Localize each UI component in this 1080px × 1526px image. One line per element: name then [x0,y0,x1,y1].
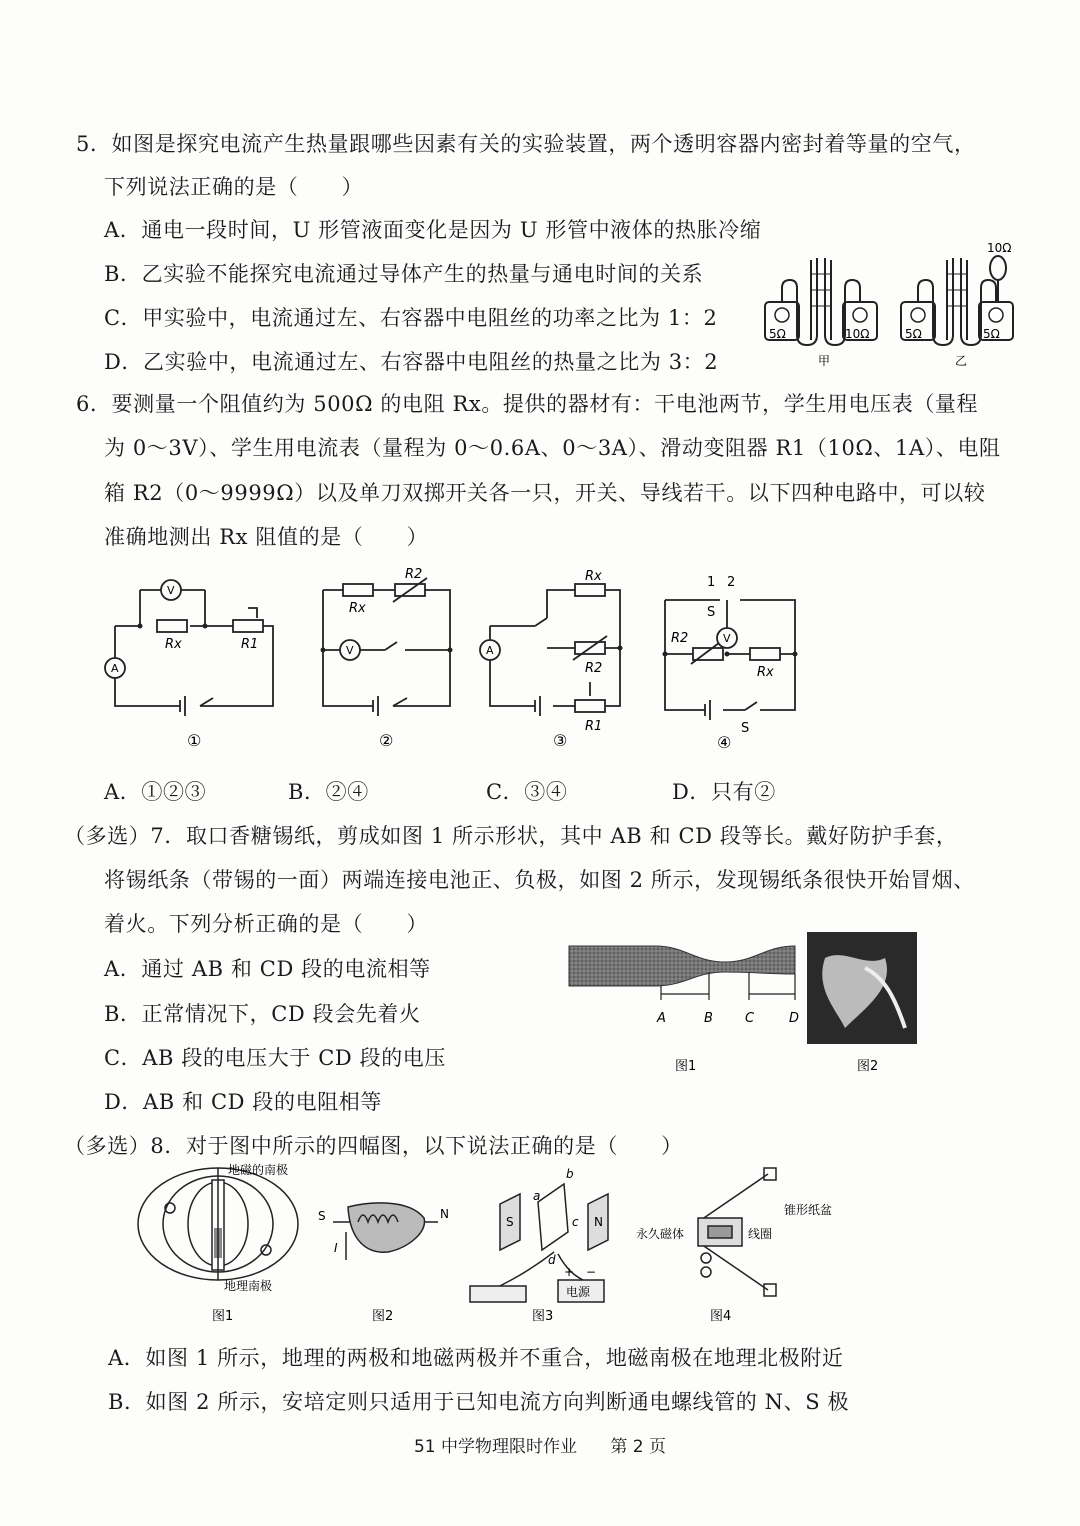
circuit-4 [665,600,795,720]
q8-option-b: B．如图 2 所示，安培定则只适用于已知电流方向判断通电螺线管的 N、S 极 [108,1390,850,1414]
label-a: A [657,1011,666,1026]
q7-option-a: A．通过 AB 和 CD 段的电流相等 [104,957,431,981]
fig1-earth-field [138,1168,298,1280]
yi-top-resistance: 10Ω [987,241,1012,255]
c4-rx-label: Rx [757,665,774,680]
fig4-magnet-label: 永久磁体 [636,1227,685,1241]
q5-option-b: B．乙实验不能探究电流通过导体产生的热量与通电时间的关系 [104,262,704,286]
fig3-n-label: N [594,1215,603,1229]
q6-stem-line-2: 为 0～3V）、学生用电流表（量程为 0～0.6A、0～3A）、滑动变阻器 R1（10Ω、1A）、电阻 [104,436,1001,460]
fig3-source-label: 电源 [566,1285,591,1299]
c3-number: ③ [553,731,568,750]
c1-rx-label: Rx [165,637,182,652]
c3-r2-label: R2 [585,661,603,676]
c4-voltmeter: V [723,632,731,645]
footer-school: 51 中学物理限时作业 [413,1437,577,1457]
footer-page-number: 第 2 页 [610,1437,667,1457]
c2-rx-label: Rx [349,601,366,616]
caption-fig2: 图2 [857,1059,879,1074]
fig4-caption: 图4 [710,1309,732,1324]
fig3-caption: 图3 [532,1309,554,1324]
q7-stem-line-2: 将锡纸条（带锡的一面）两端连接电池正、负极，如图 2 所示，发现锡纸条很快开始冒烟、 [104,868,975,892]
c4-r2-label: R2 [671,631,689,646]
c3-r1-label: R1 [585,719,603,734]
fig2-i-label: I [334,1241,338,1255]
c1-voltmeter: V [167,584,175,597]
q7-figure-tin-foil [565,928,925,1078]
q6-option-c: C．③④ [486,780,568,804]
q7-option-b: B．正常情况下，CD 段会先着火 [104,1002,421,1026]
c2-voltmeter: V [346,644,354,657]
yi-caption: 乙 [955,354,968,368]
tin-foil-strip [569,946,795,986]
c4-number: ④ [717,733,732,752]
q5-figure-u-tube-apparatus [755,240,1025,375]
fig3-b-label: b [566,1167,574,1181]
yi-left-resistance: 5Ω [905,327,922,341]
q5-stem-line-2: 下列说法正确的是（ ） [104,175,364,199]
q7-option-c: C．AB 段的电压大于 CD 段的电压 [104,1046,446,1070]
fig2-n-label: N [440,1207,449,1221]
q8-option-a: A．如图 1 所示，地理的两极和地磁两极并不重合，地磁南极在地理北极附近 [108,1346,844,1370]
label-b: B [704,1011,713,1026]
page-footer [0,1432,1080,1457]
fig4-cone-label: 锥形纸盆 [784,1203,833,1217]
q5-stem-line-1: 5．如图是探究电流产生热量跟哪些因素有关的实验装置，两个透明容器内密封着等量的空气， [76,132,976,156]
q7-option-d: D．AB 和 CD 段的电阻相等 [104,1090,382,1114]
jia-caption: 甲 [818,354,831,368]
q7-stem-line-1: （多选）7．取口香糖锡纸，剪成如图 1 所示形状，其中 AB 和 CD 段等长。戴好防护手套， [64,824,958,848]
yi-right-resistance: 5Ω [983,327,1000,341]
c4-switch-top: S [707,605,716,620]
fig2-caption: 图2 [372,1309,394,1324]
fig1-top-label: 地磁的南极 [228,1163,289,1177]
c4-pole-2: 2 [727,575,736,590]
c4-pole-1: 1 [707,575,716,590]
label-d: D [789,1011,800,1026]
fig1-bottom-label: 地理南极 [224,1279,273,1293]
fig4-coil-label: 线圈 [748,1227,773,1241]
q5-option-d: D．乙实验中，电流通过左、右容器中电阻丝的热量之比为 3：2 [104,350,719,374]
c1-ammeter: A [111,662,119,675]
fig1-caption: 图1 [212,1309,234,1324]
q6-circuit-diagrams [95,560,815,760]
q7-stem-line-3: 着火。下列分析正确的是（ ） [104,912,428,936]
fig3-s-label: S [506,1215,514,1229]
c3-rx-label: Rx [585,569,602,584]
q6-option-b: B．②④ [288,780,369,804]
q8-stem: （多选）8．对于图中所示的四幅图，以下说法正确的是（ ） [64,1134,683,1158]
c4-switch-bottom: S [741,721,750,736]
q6-option-d: D．只有② [672,780,776,804]
c3-ammeter: A [486,644,494,657]
yi-external-resistor [990,256,1006,280]
c1-number: ① [187,731,202,750]
c2-r2-label: R2 [405,567,423,582]
q8-figures [128,1162,848,1332]
fig3-a-label: a [533,1189,541,1203]
fig2-s-label: S [318,1209,326,1223]
q5-option-c: C．甲实验中，电流通过左、右容器中电阻丝的功率之比为 1：2 [104,306,718,330]
jia-right-resistance: 10Ω [845,327,870,341]
fig3-d-label: d [548,1253,556,1267]
q5-option-a: A．通电一段时间，U 形管液面变化是因为 U 形管中液体的热胀冷缩 [104,218,762,242]
caption-fig1: 图1 [675,1059,697,1074]
fig3-minus: − [586,1265,597,1279]
jia-left-resistance: 5Ω [769,327,786,341]
q6-stem-line-4: 准确地测出 Rx 阻值的是（ ） [104,525,429,549]
c2-number: ② [379,731,394,750]
q6-stem-line-1: 6．要测量一个阻值约为 500Ω 的电阻 Rx。提供的器材有：干电池两节，学生用电压表（量程 [76,392,979,416]
circuit-3 [480,584,620,716]
fig3-plus: + [564,1265,575,1279]
label-c: C [745,1011,755,1026]
q6-option-a: A．①②③ [104,780,207,804]
q6-stem-line-3: 箱 R2（0～9999Ω）以及单刀双掷开关各一只，开关、导线若干。以下四种电路中，可以较 [104,481,986,505]
fig3-c-label: c [572,1215,579,1229]
circuit-2 [323,578,450,716]
fig2-right-hand-rule [333,1203,438,1260]
c1-r1-label: R1 [241,637,259,652]
